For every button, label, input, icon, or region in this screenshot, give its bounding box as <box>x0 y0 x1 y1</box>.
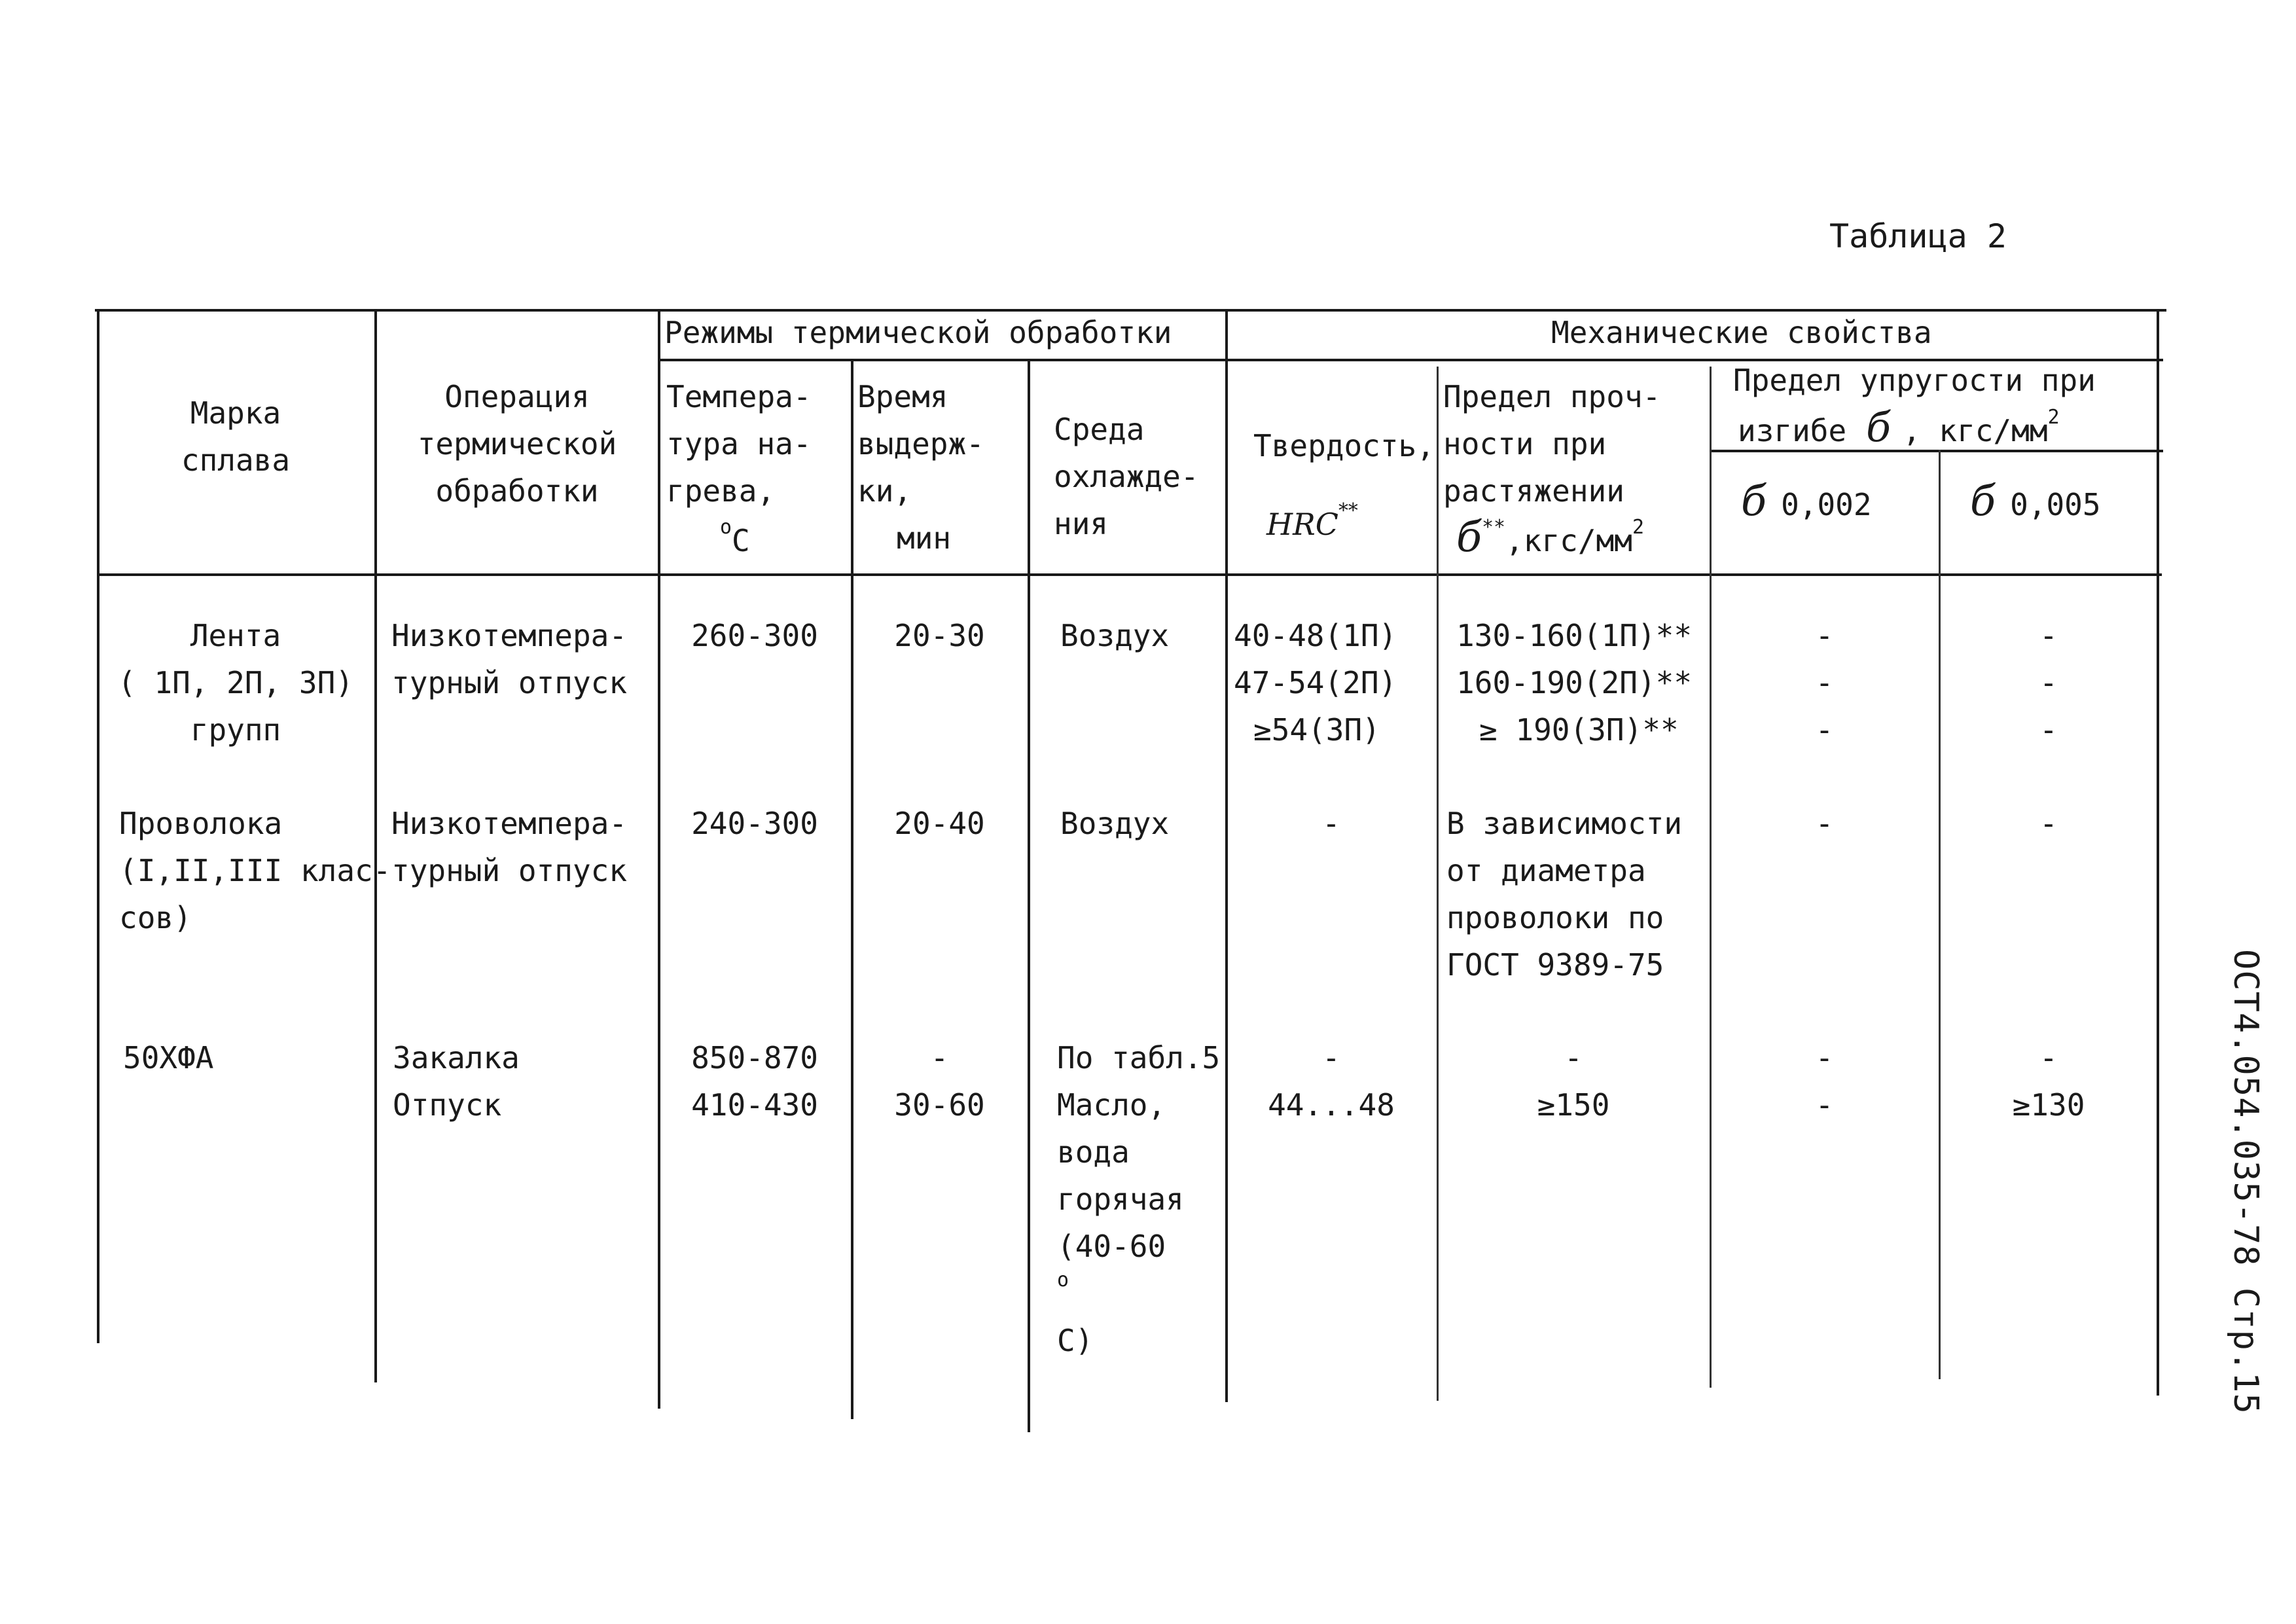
header-mechanical: Механические свойства <box>1551 315 1932 350</box>
cell-e1-row2: - <box>1815 806 1834 841</box>
cell-strength-row2 <box>1446 800 1682 988</box>
cell-grade-row1 <box>98 612 373 753</box>
col-rule-3 <box>851 359 853 1419</box>
cell-line: - <box>1815 712 1834 748</box>
cell-line: (I,II,III клас- <box>119 853 391 888</box>
cell-strength-row3 <box>1439 1034 1708 1128</box>
unit: ,кгс/мм <box>1505 523 1632 558</box>
cell-line: Закалка <box>393 1040 520 1075</box>
degree-mark: о <box>720 516 732 539</box>
cell-medium-row1: Воздух <box>1060 618 1170 653</box>
col-rule-5 <box>1225 309 1228 1402</box>
col-rule-4 <box>1028 359 1030 1432</box>
header-temperature-line: грева, <box>666 473 776 509</box>
cell-line: турный отпуск <box>391 665 628 700</box>
cell-line: ГОСТ 9389-75 <box>1446 947 1664 983</box>
cell-line: групп <box>190 712 281 748</box>
strain-value: 0,005 <box>2010 487 2101 522</box>
header-operation-line: Операция <box>444 379 590 414</box>
header-grade-line: Марка <box>190 395 281 431</box>
sigma-symbol: б <box>1970 477 1996 526</box>
cell-operation-row3 <box>393 1034 520 1128</box>
cell-e2-row3 <box>1941 1034 2157 1128</box>
cell-e1-row1 <box>1712 612 1937 753</box>
cell-line: горячая <box>1057 1182 1184 1217</box>
header-strength-line: Предел проч- <box>1443 379 1661 414</box>
cell-temp-row2: 240-300 <box>691 806 818 841</box>
unit: , кгс/мм <box>1903 413 2048 448</box>
col-rule-right <box>2157 309 2159 1396</box>
cell-time-row1: 20-30 <box>894 618 985 653</box>
header-holding-time <box>857 373 984 562</box>
cell-line: 160-190(2П)** <box>1456 665 1693 700</box>
cell-strength-row1 <box>1456 612 1692 753</box>
degree-mark: о <box>1057 1269 1069 1292</box>
col-rule-7 <box>1710 367 1712 1388</box>
cell-line: 30-60 <box>894 1087 985 1123</box>
cell-hardness-row1 <box>1234 612 1397 753</box>
cell-e2-row1 <box>1941 612 2157 753</box>
hrc-symbol: HRC <box>1266 507 1338 542</box>
header-cooling-medium <box>1054 406 1199 547</box>
cell-temp-row3 <box>660 1034 850 1128</box>
cell-line: от диаметра <box>1446 853 1646 888</box>
header-strength-line: растяжении <box>1443 473 1624 509</box>
cell-line: - <box>1815 665 1834 700</box>
col-rule-6 <box>1437 367 1439 1401</box>
footnote-mark: ** <box>1482 516 1506 539</box>
cell-grade-row2 <box>119 800 391 941</box>
cell-line: - <box>1815 618 1834 653</box>
unit-exponent: 2 <box>1632 516 1644 539</box>
cell-line: 410-430 <box>691 1087 818 1123</box>
cell-line: - <box>2039 1040 2058 1075</box>
sigma-symbol: б <box>1456 513 1482 562</box>
cell-operation-row2 <box>391 800 627 894</box>
unit: С <box>732 523 750 558</box>
header-bottom-rule <box>97 573 2162 576</box>
header-grade <box>98 389 373 484</box>
cell-time-row3 <box>853 1034 1026 1128</box>
header-temperature-unit <box>720 517 750 564</box>
cell-line: 47-54(2П) <box>1234 665 1397 700</box>
cell-line: - <box>1815 1040 1834 1075</box>
cell-line: - <box>1322 1040 1340 1075</box>
col-rule-2 <box>658 309 660 1409</box>
cell-line: турный отпуск <box>391 853 628 888</box>
header-time-line: выдерж- <box>857 426 984 461</box>
cell-medium-row2: Воздух <box>1060 806 1170 841</box>
cell-line: - <box>2039 712 2058 748</box>
cell-line: Низкотемпера- <box>391 618 628 653</box>
cell-grade-row3: 50ХФА <box>123 1040 214 1075</box>
sigma-symbol: б <box>1866 403 1892 451</box>
table-caption: Таблица 2 <box>1829 217 2007 255</box>
header-temperature <box>666 373 812 514</box>
cell-hardness-row3 <box>1227 1034 1435 1128</box>
header-tensile-strength <box>1443 373 1660 514</box>
unit-exponent: 2 <box>2047 406 2060 429</box>
header-medium-line: Среда <box>1054 412 1145 447</box>
header-heat-treatment: Режимы термической обработки <box>664 315 1172 350</box>
cell-line <box>1057 1223 1220 1364</box>
document-code: ОСТ4.054.035-78 Стр.15 <box>2226 949 2265 1415</box>
cell-line: сов) <box>119 900 192 935</box>
header-elastic-limit: Предел упругости при <box>1733 363 2096 398</box>
cell-line: - <box>1564 1040 1583 1075</box>
cell-line: Проволока <box>119 806 283 841</box>
cell-line: Низкотемпера- <box>391 806 628 841</box>
cell-operation-row1 <box>391 612 627 706</box>
cell-line: Отпуск <box>393 1087 502 1123</box>
header-medium-line: охлажде- <box>1054 459 1199 494</box>
header-time-line: мин <box>897 520 952 556</box>
cell-temp-row1: 260-300 <box>691 618 818 653</box>
bending-label: изгибе <box>1738 413 1847 448</box>
cell-line: проволоки по <box>1446 900 1664 935</box>
header-strength-unit <box>1456 514 1644 564</box>
cell-line: ≥150 <box>1537 1087 1610 1123</box>
header-operation-line: обработки <box>435 473 599 509</box>
cell-line: ≥130 <box>2012 1087 2085 1123</box>
header-temperature-line: тура на- <box>666 426 812 461</box>
cell-e1-row3 <box>1712 1034 1937 1128</box>
cell-line: В зависимости <box>1446 806 1683 841</box>
header-time-line: ки, <box>857 473 912 509</box>
header-medium-line: ния <box>1054 506 1109 541</box>
cell-line: ≥ 190(3П)** <box>1479 712 1679 748</box>
cell-line: По табл.5 <box>1057 1040 1221 1075</box>
sigma-symbol: б <box>1741 477 1767 526</box>
header-elastic-0005 <box>1970 478 2101 528</box>
cell-line: - <box>2039 618 2058 653</box>
col-rule-8 <box>1939 450 1941 1379</box>
cell-line: 40-48(1П) <box>1234 618 1397 653</box>
cell-line: 850-870 <box>691 1040 818 1075</box>
header-time-line: Время <box>857 379 948 414</box>
cell-line: - <box>930 1040 949 1075</box>
cell-line: 44...48 <box>1268 1087 1395 1123</box>
cell-line: Масло, <box>1057 1087 1166 1123</box>
header-elastic-limit-2 <box>1738 404 2060 454</box>
header-operation-line: термической <box>417 426 617 461</box>
header-strength-line: ности при <box>1443 426 1607 461</box>
cell-line: 130-160(1П)** <box>1456 618 1693 653</box>
cell-e2-row2: - <box>2039 806 2058 841</box>
unit: С) <box>1057 1323 1094 1358</box>
cell-hardness-row2: - <box>1322 806 1340 841</box>
strain-value: 0,002 <box>1781 487 1872 522</box>
header-hardness: Твердость, <box>1253 428 1435 463</box>
cell-line: вода <box>1057 1134 1130 1170</box>
header-operation <box>376 373 658 514</box>
header-hardness-symbol <box>1266 501 1358 548</box>
header-elastic-0002 <box>1741 478 1872 528</box>
header-temperature-line: Темпера- <box>666 379 812 414</box>
cell-line: - <box>2039 665 2058 700</box>
cell-line: - <box>1815 1087 1834 1123</box>
cell-line: ( 1П, 2П, 3П) <box>117 665 354 700</box>
cell-line: Лента <box>190 618 281 653</box>
temp-range: (40-60 <box>1057 1229 1166 1264</box>
cell-medium-row3 <box>1057 1034 1220 1364</box>
cell-line: ≥54(3П) <box>1253 712 1380 748</box>
cell-time-row2: 20-40 <box>894 806 985 841</box>
header-grade-line: сплава <box>181 442 291 478</box>
footnote-mark: ** <box>1338 499 1358 523</box>
